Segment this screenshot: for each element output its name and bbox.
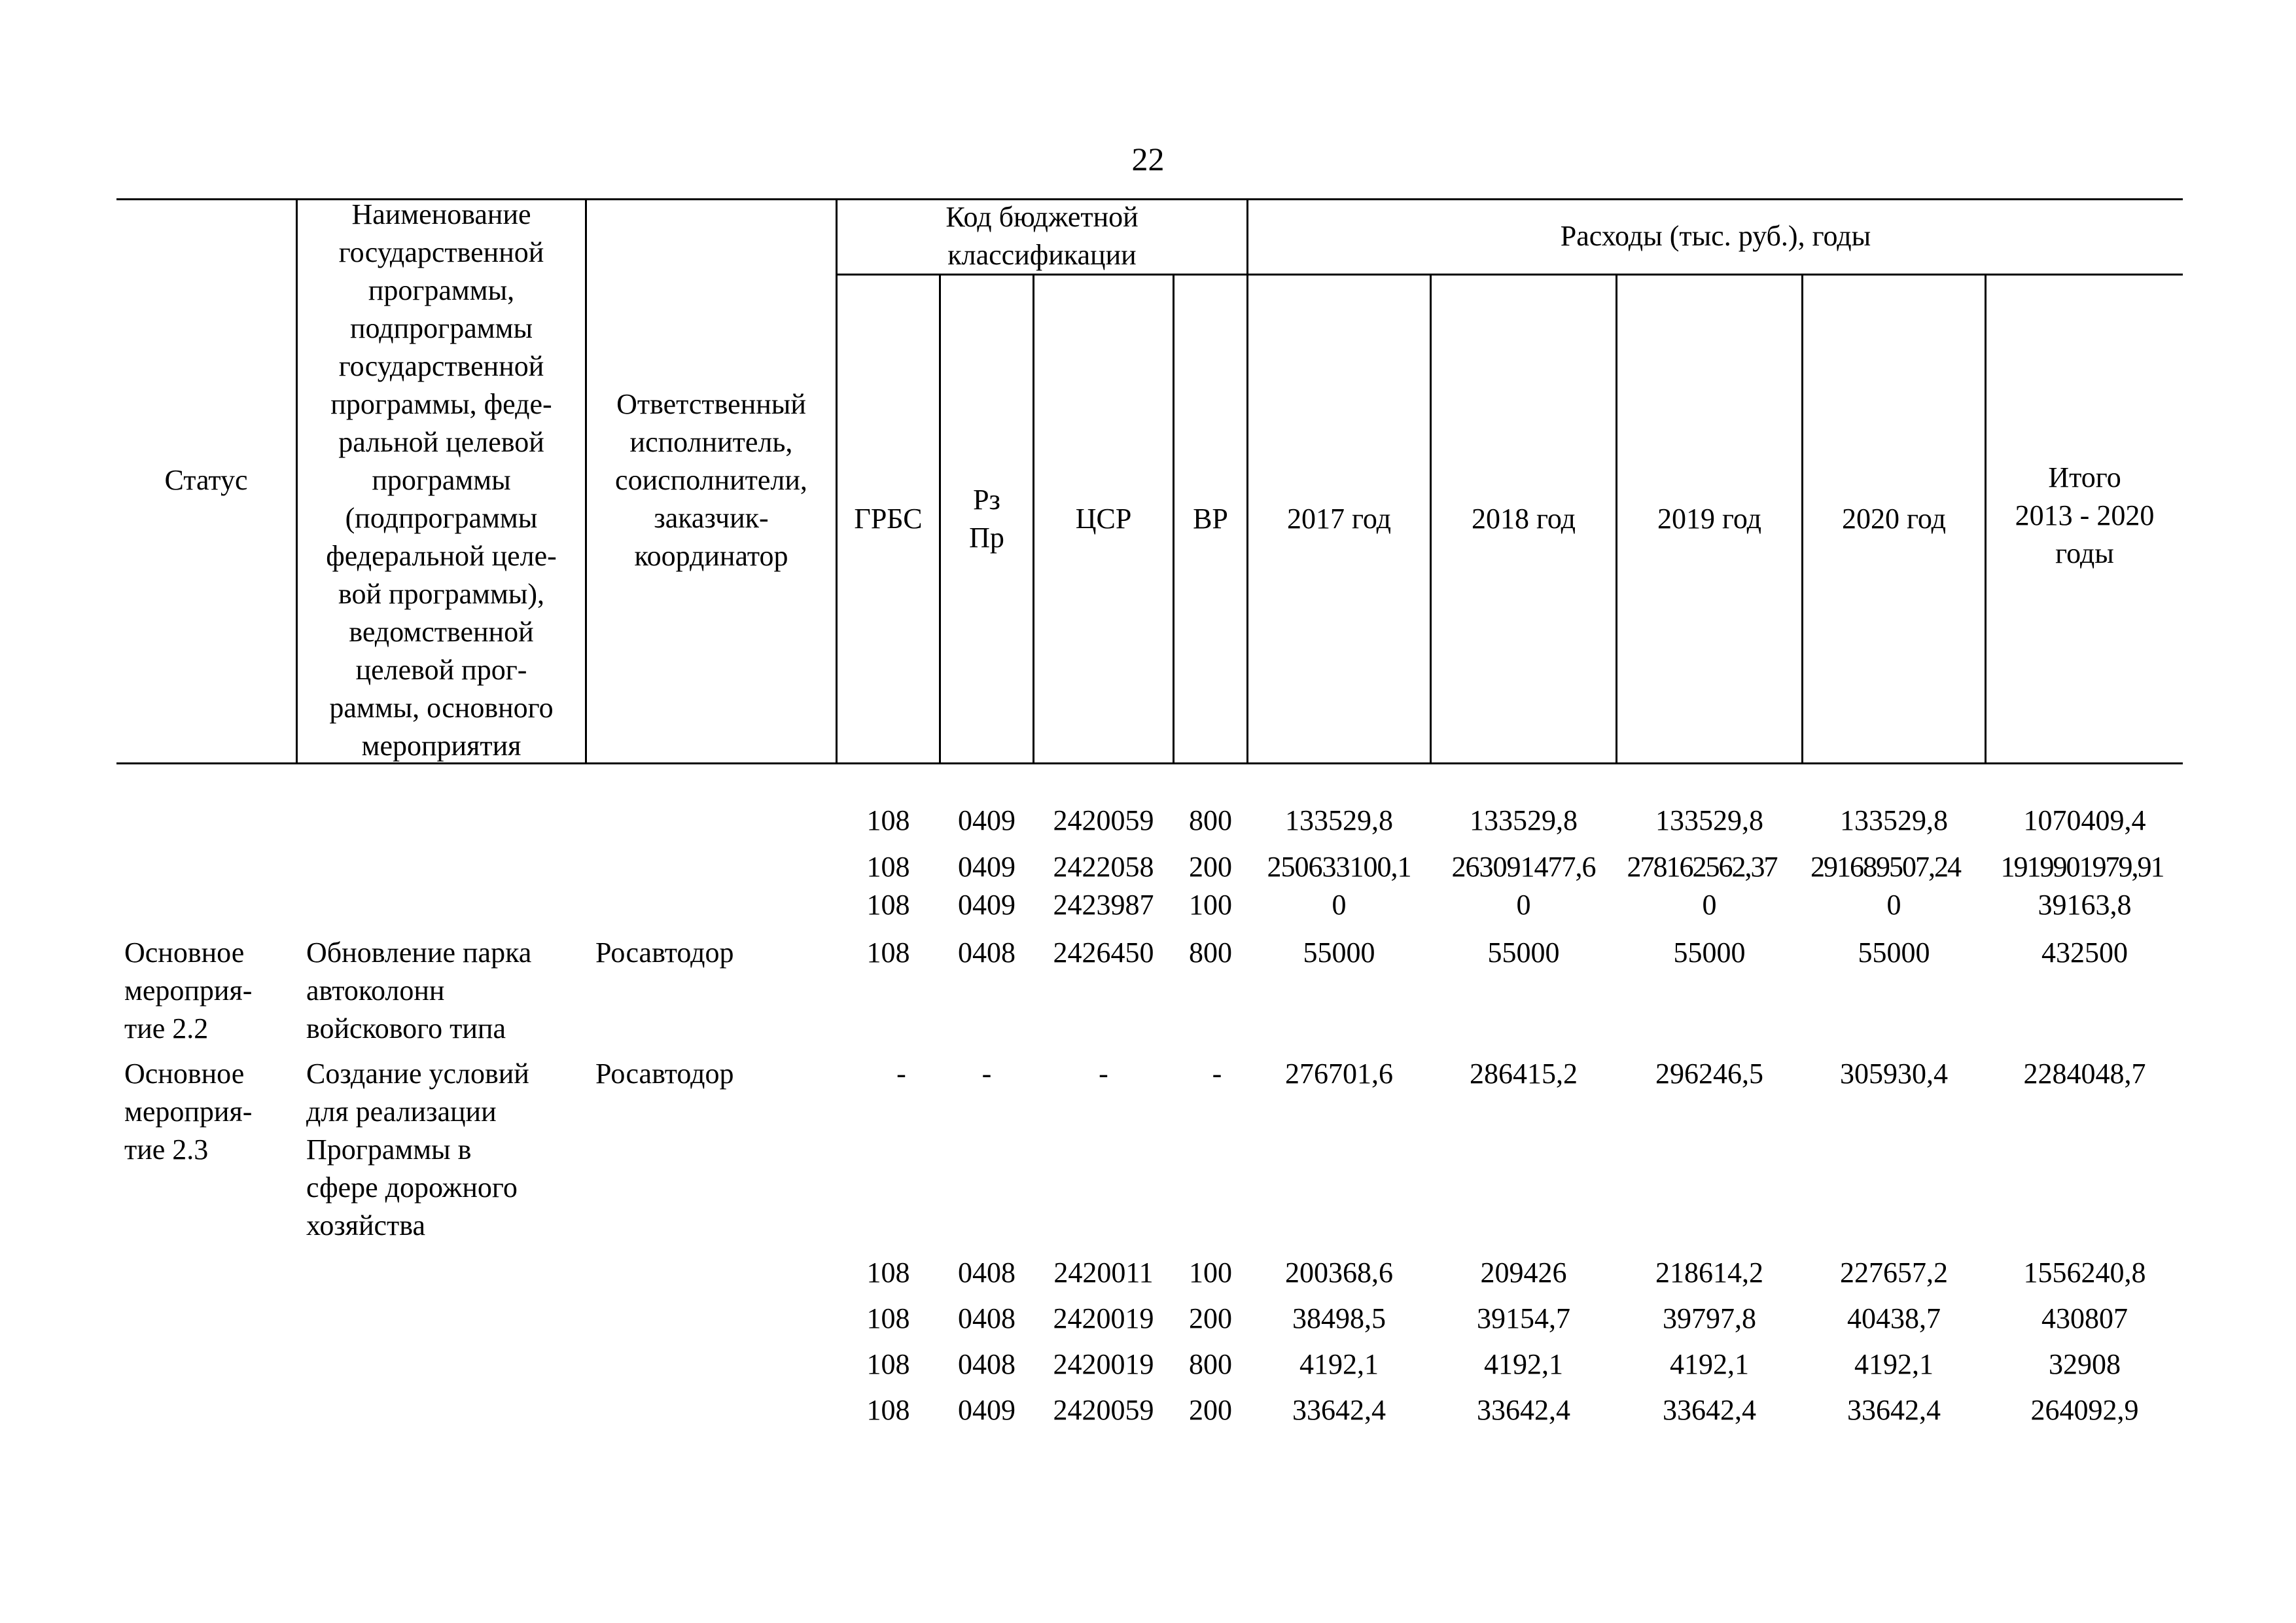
cell-2017: 38498,5 xyxy=(1292,1302,1386,1334)
cell-rzpr: 0409 xyxy=(958,804,1016,836)
cell-2020: 33642,4 xyxy=(1847,1394,1941,1426)
cell-2019: 278162562,37 xyxy=(1627,851,1777,883)
header-2018: 2018 год xyxy=(1471,503,1576,535)
cell-2017: 4192,1 xyxy=(1299,1348,1379,1380)
header-expenses: Расходы (тыс. руб.), годы xyxy=(1560,219,1871,252)
cell-status: Основное мероприя- тие 2.2 xyxy=(124,936,253,1044)
cell-2020: 40438,7 xyxy=(1847,1302,1941,1334)
cell-grbs: 108 xyxy=(866,1302,910,1334)
cell-responsible: Росавтодор xyxy=(595,936,734,969)
cell-vr: 800 xyxy=(1189,1348,1232,1380)
header-csr: ЦСР xyxy=(1075,503,1132,535)
cell-2019: 133529,8 xyxy=(1655,804,1763,836)
cell-2020: 4192,1 xyxy=(1854,1348,1934,1380)
header-grbs: ГРБС xyxy=(854,503,923,535)
cell-rzpr: 0408 xyxy=(958,1257,1016,1289)
cell-2017: 55000 xyxy=(1303,936,1375,969)
cell-2019: 0 xyxy=(1702,889,1717,921)
cell-2018: 133529,8 xyxy=(1470,804,1578,836)
cell-name: Создание условий для реализации Программы в сфере дорожного хозяйства xyxy=(306,1058,529,1241)
cell-name: Обновление парка автоколонн войскового типа xyxy=(306,936,532,1044)
cell-total: 32908 xyxy=(2049,1348,2121,1380)
cell-csr: 2420059 xyxy=(1053,1394,1154,1426)
cell-rzpr: 0408 xyxy=(958,1302,1016,1334)
header-2020: 2020 год xyxy=(1841,503,1947,535)
cell-2020: 133529,8 xyxy=(1840,804,1948,836)
cell-csr: 2420019 xyxy=(1053,1348,1154,1380)
cell-2019: 33642,4 xyxy=(1663,1394,1756,1426)
cell-2018: 55000 xyxy=(1487,936,1560,969)
header-vr: ВР xyxy=(1193,503,1228,535)
cell-vr: - xyxy=(1212,1058,1222,1090)
cell-total: 1070409,4 xyxy=(2023,804,2146,836)
cell-2017: 276701,6 xyxy=(1285,1058,1393,1090)
cell-2019: 296246,5 xyxy=(1655,1058,1763,1090)
cell-grbs: - xyxy=(896,1058,906,1090)
cell-2018: 4192,1 xyxy=(1484,1348,1563,1380)
cell-2017: 33642,4 xyxy=(1292,1394,1386,1426)
cell-grbs: 108 xyxy=(866,889,910,921)
cell-total: 39163,8 xyxy=(2038,889,2132,921)
cell-csr: 2420059 xyxy=(1053,804,1154,836)
cell-rzpr: - xyxy=(981,1058,992,1090)
cell-csr: 2422058 xyxy=(1053,851,1154,883)
cell-2018: 286415,2 xyxy=(1470,1058,1578,1090)
header-status: Статус xyxy=(164,464,248,496)
cell-2019: 39797,8 xyxy=(1663,1302,1756,1334)
cell-grbs: 108 xyxy=(866,936,910,969)
cell-grbs: 108 xyxy=(866,851,910,883)
cell-total: 1556240,8 xyxy=(2023,1257,2146,1289)
cell-2017: 133529,8 xyxy=(1285,804,1393,836)
header-rzpr: Рз Пр xyxy=(969,484,1004,554)
cell-2020: 305930,4 xyxy=(1840,1058,1948,1090)
cell-2018: 0 xyxy=(1516,889,1531,921)
cell-rzpr: 0409 xyxy=(958,1394,1016,1426)
header-responsible: Ответственный исполнитель, соисполнители, заказчик- координатор xyxy=(615,388,807,572)
cell-2019: 55000 xyxy=(1673,936,1746,969)
page-number: 22 xyxy=(1131,141,1165,177)
cell-vr: 100 xyxy=(1189,889,1232,921)
cell-2018: 209426 xyxy=(1480,1257,1567,1289)
cell-csr: - xyxy=(1099,1058,1108,1090)
cell-responsible: Росавтодор xyxy=(595,1058,734,1090)
header-total: Итого 2013 - 2020 годы xyxy=(2015,461,2155,569)
cell-grbs: 108 xyxy=(866,1394,910,1426)
cell-grbs: 108 xyxy=(866,1257,910,1289)
cell-2017: 200368,6 xyxy=(1285,1257,1393,1289)
header-name: Наименование государственной программы, подпрограммы государственной программы, феде- ральной целевой программы (подпрограммы федеральной целе- вой программы), ведомственной целевой прог- раммы, основного мероприятия xyxy=(326,198,557,762)
cell-vr: 200 xyxy=(1189,1302,1232,1334)
header-2017: 2017 год xyxy=(1286,503,1392,535)
cell-csr: 2420019 xyxy=(1053,1302,1154,1334)
cell-2018: 263091477,6 xyxy=(1451,851,1596,883)
cell-total: 432500 xyxy=(2041,936,2128,969)
cell-vr: 800 xyxy=(1189,804,1232,836)
cell-rzpr: 0408 xyxy=(958,1348,1016,1380)
cell-total: 430807 xyxy=(2041,1302,2128,1334)
cell-2019: 4192,1 xyxy=(1670,1348,1749,1380)
cell-vr: 200 xyxy=(1189,851,1232,883)
cell-vr: 800 xyxy=(1189,936,1232,969)
cell-2017: 0 xyxy=(1332,889,1347,921)
cell-grbs: 108 xyxy=(866,804,910,836)
cell-status: Основное мероприя- тие 2.3 xyxy=(124,1058,253,1166)
cell-csr: 2423987 xyxy=(1053,889,1154,921)
cell-rzpr: 0408 xyxy=(958,936,1016,969)
cell-vr: 100 xyxy=(1189,1257,1232,1289)
cell-total: 264092,9 xyxy=(2030,1394,2139,1426)
cell-2018: 33642,4 xyxy=(1477,1394,1570,1426)
cell-rzpr: 0409 xyxy=(958,851,1016,883)
cell-vr: 200 xyxy=(1189,1394,1232,1426)
cell-total: 1919901979,91 xyxy=(2000,851,2164,883)
cell-csr: 2426450 xyxy=(1053,936,1154,969)
cell-2020: 291689507,24 xyxy=(1810,851,1960,883)
header-budget-code: Код бюджетной классификации xyxy=(945,200,1139,271)
header-2019: 2019 год xyxy=(1657,503,1762,535)
cell-rzpr: 0409 xyxy=(958,889,1016,921)
cell-2017: 250633100,1 xyxy=(1267,851,1411,883)
cell-2019: 218614,2 xyxy=(1655,1257,1763,1289)
cell-grbs: 108 xyxy=(866,1348,910,1380)
cell-2018: 39154,7 xyxy=(1477,1302,1570,1334)
cell-2020: 0 xyxy=(1886,889,1901,921)
cell-total: 2284048,7 xyxy=(2023,1058,2146,1090)
cell-2020: 55000 xyxy=(1858,936,1930,969)
cell-2020: 227657,2 xyxy=(1840,1257,1948,1289)
cell-csr: 2420011 xyxy=(1053,1257,1154,1289)
